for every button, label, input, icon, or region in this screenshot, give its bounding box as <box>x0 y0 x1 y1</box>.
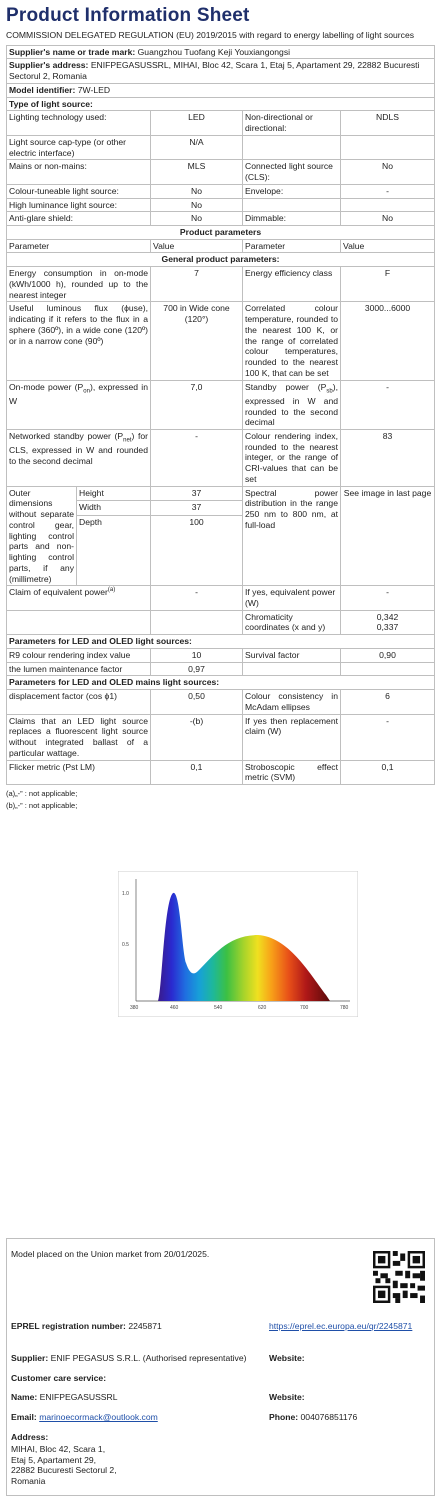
led-header: Parameters for LED and OLED light sources: <box>7 635 435 649</box>
email-label: Email: <box>11 1412 37 1422</box>
spectral-graph <box>118 871 358 1017</box>
type-header: Type of light source: <box>7 97 435 111</box>
type-row-value-2: No <box>341 160 435 184</box>
mains-row-value: -(b) <box>151 714 243 760</box>
type-row-param-2 <box>243 212 341 226</box>
type-row-value-2: No <box>341 212 435 226</box>
col-parameter-2: Parameter <box>243 239 341 253</box>
type-row-value: N/A <box>151 135 243 159</box>
x-tick-700: 700 <box>300 1004 309 1011</box>
led-row-param-text: R9 colour rendering index value <box>9 649 131 660</box>
depth-label: Depth <box>77 516 151 586</box>
model-value: 7W-LED <box>77 84 111 95</box>
type-row-value-2 <box>341 135 435 159</box>
eprel-label: EPREL registration number: <box>11 1321 126 1331</box>
height-label: Height <box>77 486 151 501</box>
mains-row-param-2-text: Colour consistency in McAdam ellipses <box>245 691 338 712</box>
address-line: Etaj 5, Apartament 29, <box>11 1454 97 1465</box>
type-row-param-text: Lighting technology used: <box>9 112 107 123</box>
led-row <box>7 648 435 662</box>
type-row-param-2-text: Dimmable: <box>245 213 287 224</box>
market-date: Model placed on the Union market from 20/01/2025. <box>11 1249 210 1259</box>
mains-row-param-2 <box>243 714 341 760</box>
general-row-param <box>7 429 151 486</box>
type-row-value-2: - <box>341 184 435 198</box>
general-parameters-row <box>7 253 435 267</box>
type-row-value-2: NDLS <box>341 111 435 135</box>
general-row-param-subscript: on <box>83 388 90 395</box>
general-row-value-2: 83 <box>341 429 435 486</box>
mains-header-row <box>7 676 435 690</box>
x-tick-780: 780 <box>340 1004 349 1011</box>
general-row-value: 7,0 <box>151 380 243 429</box>
footnotes <box>6 789 434 811</box>
chromaticity-y: 0,337 <box>376 622 399 633</box>
general-row-param-text-end: ) for CLS, expressed in W and rounded to the second decimal <box>9 430 149 466</box>
info-table <box>6 45 435 785</box>
mains-row-param-text: displacement factor (cos ϕ1) <box>9 691 117 702</box>
type-row-param-2 <box>243 111 341 135</box>
type-row <box>7 198 435 212</box>
mains-row <box>7 714 435 760</box>
general-row-value-2: 3000...6000 <box>341 302 435 380</box>
address-value: ENIFPEGASUSSRL, MIHAI, Bloc 42, Scara 1, Etaj 5, Apartament 29, 22882 Bucuresti Sectorul 2, Romania <box>9 60 420 82</box>
general-row-param-subscript: net <box>123 437 132 444</box>
type-row-param-2 <box>243 184 341 198</box>
led-rows <box>7 648 435 675</box>
mains-row-param-2-text: If yes then replacement claim (W) <box>245 715 338 737</box>
led-row-param-2 <box>243 648 341 662</box>
led-row-param-2 <box>243 662 341 676</box>
general-row-param-2-text-end: ), expressed in W and rounded to the second decimal <box>245 381 338 428</box>
y-tick-0-5: 0.5 <box>122 941 129 948</box>
supplier-info-box <box>6 1238 435 1496</box>
general-row-param-2 <box>243 302 341 380</box>
general-row-param <box>7 380 151 429</box>
type-row-param-2-text: Non-directional or directional: <box>245 112 313 134</box>
type-row-param-text: High luminance light source: <box>9 199 117 210</box>
model-row <box>7 83 435 97</box>
type-row-value: No <box>151 198 243 212</box>
mains-row-value-2: 6 <box>341 690 435 714</box>
address-line: MIHAI, Bloc 42, Scara 1, <box>11 1444 106 1454</box>
type-row-param-2 <box>243 135 341 159</box>
email-link[interactable]: marinoecormack@outlook.com <box>39 1412 158 1422</box>
type-row-param-2 <box>243 160 341 184</box>
qr-code-icon <box>373 1251 425 1303</box>
mains-row-param-2 <box>243 690 341 714</box>
supplier-info-value: ENIF PEGASUS S.R.L. (Authorised representative) <box>50 1353 247 1363</box>
name-label: Name: <box>11 1392 38 1402</box>
address-line: Romania <box>11 1476 46 1487</box>
type-row-param <box>7 212 151 226</box>
supplier-info-label: Supplier: <box>11 1353 49 1363</box>
general-row <box>7 380 435 429</box>
chromaticity-x: 0,342 <box>376 611 399 622</box>
mains-row <box>7 760 435 784</box>
led-row-value: 10 <box>151 648 243 662</box>
address-row <box>7 59 435 83</box>
website-label: Website: <box>269 1353 305 1363</box>
general-row-param-2 <box>243 429 341 486</box>
type-row <box>7 184 435 198</box>
type-row-param <box>7 198 151 212</box>
x-tick-540: 540 <box>214 1004 223 1011</box>
col-value-2: Value <box>341 239 435 253</box>
type-row-param-2-text: Envelope: <box>245 185 284 196</box>
website2-label: Website: <box>269 1392 305 1402</box>
type-row-param <box>7 135 151 159</box>
mains-row-param-text: Claims that an LED light source replaces a fluorescent light source without integrated ballast of a particular wattage. <box>9 715 148 758</box>
col-parameter-1: Parameter <box>7 239 151 253</box>
eprel-value: 2245871 <box>128 1321 162 1331</box>
general-row-param-text-end: ), expressed in W <box>9 381 148 406</box>
type-header-row <box>7 97 435 111</box>
general-parameters-header: General product parameters: <box>7 253 435 267</box>
mains-rows <box>7 690 435 785</box>
spectral-graph-svg <box>118 871 358 1017</box>
led-row-param <box>7 662 151 676</box>
type-row-param <box>7 111 151 135</box>
type-row-param <box>7 160 151 184</box>
supplier-label: Supplier's name or trade mark: <box>9 46 136 57</box>
claim-label: Claim of equivalent power <box>9 587 108 598</box>
mains-row-value: 0,50 <box>151 690 243 714</box>
address-line: 22882 Bucuresti Sectorul 2, <box>11 1465 117 1476</box>
mains-header: Parameters for LED and OLED mains light sources: <box>7 676 435 690</box>
footnote-b: (b)„-” : not applicable; <box>6 801 78 811</box>
claim-row <box>7 586 435 610</box>
general-row-param-text: Useful luminous flux (ϕuse), indicating if it refers to the flux in a sphere (360º), in a wide cone (120º) or in a narrow cone (90º) <box>9 303 148 346</box>
general-row-param-2-subscript: sb <box>326 388 333 395</box>
mains-row-param <box>7 690 151 714</box>
mains-row-value: 0,1 <box>151 760 243 784</box>
width-value: 37 <box>151 501 243 516</box>
led-row-value: 0,97 <box>151 662 243 676</box>
general-row <box>7 267 435 302</box>
depth-value: 100 <box>151 516 243 586</box>
spd-value: See image in last page <box>341 486 435 586</box>
general-row-param-text: Energy consumption in on-mode (kWh/1000 h), rounded up to the nearest integer <box>9 268 148 300</box>
claim-footnote-ref: (a) <box>107 587 116 594</box>
mains-row-param-2 <box>243 760 341 784</box>
mains-row <box>7 690 435 714</box>
regulation-text: COMMISSION DELEGATED REGULATION (EU) 2019/2015 with regard to energy labelling of light sources <box>6 30 415 40</box>
claim-value: - <box>151 586 243 610</box>
mains-row-param-2-text: Stroboscopic effect metric (SVM) <box>245 761 338 783</box>
general-row <box>7 429 435 486</box>
general-row-param-text: Networked standby power (P <box>9 430 124 441</box>
type-row-value: MLS <box>151 160 243 184</box>
y-tick-1: 1.0 <box>122 890 129 897</box>
general-row-param-2-text: Energy efficiency class <box>245 268 333 279</box>
dimensions-label-text: Outer dimensions without separate control gear, lighting control parts and non-lighting control parts, if any (millimetre) <box>9 487 74 584</box>
footnote-a: (a)„-” : not applicable; <box>6 789 78 799</box>
type-rows <box>7 111 435 226</box>
led-header-row <box>7 635 435 649</box>
address-lines <box>11 1444 117 1487</box>
general-row-value: 700 in Wide cone (120°) <box>151 302 243 380</box>
spd-label: Spectral power distribution in the range 250 nm to 800 nm, at full-load <box>243 486 341 586</box>
type-row-param-2 <box>243 198 341 212</box>
general-row-param-2-text: Correlated colour temperature, rounded to the nearest 100 K, or the range of correlated colour temperatures, rounded to the nearest 100 K, that can be set <box>245 303 338 378</box>
type-row-value: No <box>151 212 243 226</box>
chromaticity-label: Chromaticity coordinates (x and y) <box>243 610 341 634</box>
mains-row-param <box>7 714 151 760</box>
product-parameters-row <box>7 226 435 240</box>
type-row-param-text: Anti-glare shield: <box>9 213 74 224</box>
column-header-row <box>7 239 435 253</box>
type-row <box>7 135 435 159</box>
general-rows <box>7 267 435 486</box>
phone-label: Phone: <box>269 1412 299 1422</box>
mains-row-param <box>7 760 151 784</box>
general-row <box>7 302 435 380</box>
equivalent-power-value: - <box>341 586 435 610</box>
col-value-1: Value <box>151 239 243 253</box>
mains-row-value-2: - <box>341 714 435 760</box>
general-row-param-2 <box>243 380 341 429</box>
led-row-param <box>7 648 151 662</box>
model-label: Model identifier: <box>9 84 76 95</box>
general-row-param <box>7 267 151 302</box>
dimensions-label <box>7 486 77 586</box>
phone-value: 004076851176 <box>300 1412 358 1422</box>
name-value: ENIFPEGASUSSRL <box>39 1392 118 1402</box>
led-row-param-2-text: Survival factor <box>245 649 300 660</box>
x-tick-620: 620 <box>258 1004 267 1011</box>
type-row-param-text: Colour-tuneable light source: <box>9 185 119 196</box>
dimension-row-height <box>7 486 435 501</box>
general-row-value: - <box>151 429 243 486</box>
x-tick-380: 380 <box>130 1004 139 1011</box>
type-row <box>7 111 435 135</box>
product-parameters-header: Product parameters <box>7 226 435 240</box>
chromaticity-row <box>7 610 435 634</box>
general-row-value-2: - <box>341 380 435 429</box>
led-row-value-2: 0,90 <box>341 648 435 662</box>
type-row-param <box>7 184 151 198</box>
type-row-param-text: Light source cap-type (or other electric interface) <box>9 136 127 158</box>
type-row-param-text: Mains or non-mains: <box>9 161 87 172</box>
led-row-value-2 <box>341 662 435 676</box>
supplier-value: Guangzhou Tuofang Keji Youxiangongsi <box>137 46 291 57</box>
led-row <box>7 662 435 676</box>
type-row <box>7 160 435 184</box>
general-row-param-2-text: Colour rendering index, rounded to the nearest integer, or the range of CRI-values that can be set <box>245 430 338 484</box>
width-label: Width <box>77 501 151 516</box>
type-row <box>7 212 435 226</box>
mains-row-param-text: Flicker metric (Pst LM) <box>9 761 95 772</box>
type-row-param-2-text: Connected light source (CLS): <box>245 161 333 183</box>
customer-care-label: Customer care service: <box>11 1373 107 1383</box>
page-title: Product Information Sheet <box>6 5 250 26</box>
address-info-label: Address: <box>11 1432 49 1442</box>
general-row-param-2 <box>243 267 341 302</box>
eprel-link[interactable]: https://eprel.ec.europa.eu/qr/2245871 <box>269 1321 413 1331</box>
general-row-param <box>7 302 151 380</box>
type-row-value-2 <box>341 198 435 212</box>
general-row-value-2: F <box>341 267 435 302</box>
mains-row-value-2: 0,1 <box>341 760 435 784</box>
equivalent-power-label: If yes, equivalent power (W) <box>243 586 341 610</box>
led-row-param-text: the lumen maintenance factor <box>9 663 123 674</box>
general-row-value: 7 <box>151 267 243 302</box>
general-row-param-text: On-mode power (P <box>9 381 84 392</box>
x-tick-460: 460 <box>170 1004 179 1011</box>
address-label: Supplier's address: <box>9 60 89 71</box>
supplier-row <box>7 45 435 59</box>
general-row-param-2-text: Standby power (P <box>245 381 327 392</box>
type-row-value: No <box>151 184 243 198</box>
type-row-value: LED <box>151 111 243 135</box>
height-value: 37 <box>151 486 243 501</box>
